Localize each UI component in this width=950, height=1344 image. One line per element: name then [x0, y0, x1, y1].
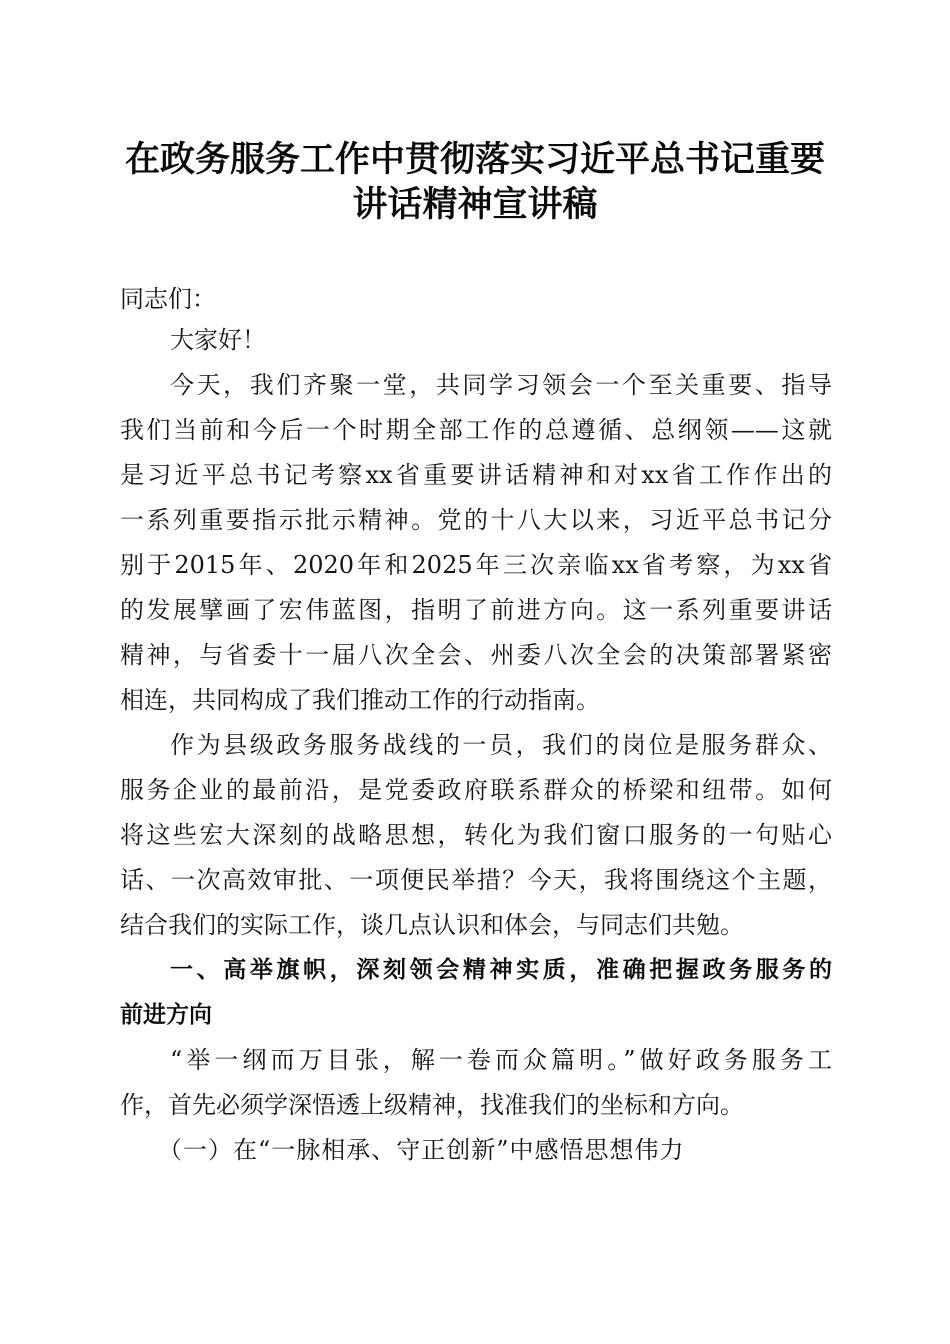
subheading-1: （一）在“一脉相承、守正创新”中感悟思想伟力 — [158, 1136, 685, 1164]
document-title-line-1: 在政务服务工作中贯彻落实习近平总书记重要 — [124, 139, 825, 180]
paragraph-1-line: 一系列重要指示批示精神。党的十八大以来，习近平总书记分 — [120, 506, 832, 534]
paragraph-1-line: 我们当前和今后一个时期全部工作的总遵循、总纲领——这就 — [120, 416, 832, 444]
paragraph-3-line: “举一纲而万目张，解一卷而众篇明。”做好政务服务工 — [170, 1046, 832, 1074]
paragraph-1-line: 相连，共同构成了我们推动工作的行动指南。 — [120, 686, 600, 714]
section-heading-1-line: 前进方向 — [120, 1002, 212, 1028]
section-heading-1-line: 一、高举旗帜，深刻领会精神实质，准确把握政务服务的 — [170, 957, 832, 983]
paragraph-2-line: 结合我们的实际工作，谈几点认识和体会，与同志们共勉。 — [120, 911, 744, 939]
paragraph-2-line: 服务企业的最前沿，是党委政府联系群众的桥梁和纽带。如何 — [120, 776, 832, 804]
salutation: 同志们： — [120, 285, 216, 313]
paragraph-2-line: 作为县级政务服务战线的一员，我们的岗位是服务群众、 — [170, 731, 832, 759]
paragraph-3-line: 作，首先必须学深悟透上级精神，找准我们的坐标和方向。 — [120, 1091, 744, 1119]
paragraph-1-line: 的发展擘画了宏伟蓝图，指明了前进方向。这一系列重要讲话 — [120, 596, 832, 624]
paragraph-1-line: 精神，与省委十一届八次全会、州委八次全会的决策部署紧密 — [120, 641, 832, 669]
document-title-line-2: 讲话精神宣讲稿 — [352, 184, 598, 225]
paragraph-1-line: 是习近平总书记考察xx省重要讲话精神和对xx省工作作出的 — [120, 461, 832, 489]
paragraph-1-line: 今天，我们齐聚一堂，共同学习领会一个至关重要、指导 — [170, 371, 832, 399]
paragraph-1-line: 别于2015年、2020年和2025年三次亲临xx省考察，为xx省 — [120, 551, 832, 579]
greeting: 大家好！ — [170, 326, 266, 354]
paragraph-2-line: 话、一次高效审批、一项便民举措？今天，我将围绕这个主题， — [120, 866, 832, 894]
paragraph-2-line: 将这些宏大深刻的战略思想，转化为我们窗口服务的一句贴心 — [120, 821, 832, 849]
